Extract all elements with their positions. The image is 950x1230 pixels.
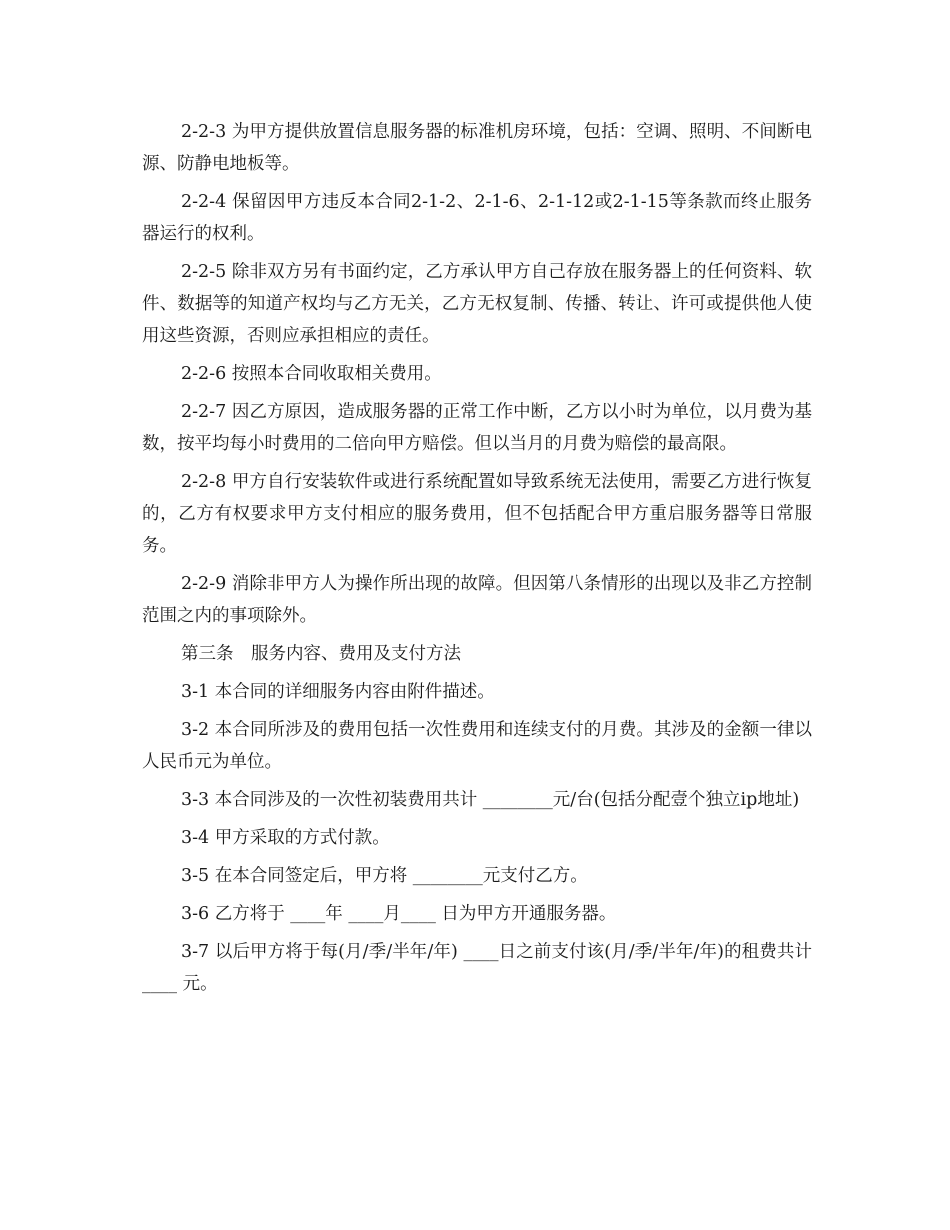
clause-2-2-8: 2-2-8 甲方自行安装软件或进行系统配置如导致系统无法使用，需要乙方进行恢复的，乙方有权要求甲方支付相应的服务费用，但不包括配合甲方重启服务器等日常服务。	[142, 472, 812, 556]
article-3-heading: 第三条 服务内容、费用及支付方法	[181, 644, 461, 664]
clause-2-2-6: 2-2-6 按照本合同收取相关费用。	[181, 364, 442, 384]
document-body	[142, 116, 812, 1006]
clause-3-1: 3-1 本合同的详细服务内容由附件描述。	[181, 682, 495, 702]
clause-3-4: 3-4 甲方采取的方式付款。	[181, 828, 390, 848]
clause-3-2: 3-2 本合同所涉及的费用包括一次性费用和连续支付的月费。其涉及的金额一律以人民币元为单位。	[142, 720, 812, 772]
clause-3-3: 3-3 本合同涉及的一次性初装费用共计 ________元/台(包括分配壹个独立ip地址)	[181, 790, 800, 810]
clause-2-2-5: 2-2-5 除非双方另有书面约定，乙方承认甲方自己存放在服务器上的任何资料、软件、数据等的知道产权均与乙方无关，乙方无权复制、传播、转让、许可或提供他人使用这些资源，否则应承担相应的责任。	[142, 262, 812, 346]
clause-2-2-7: 2-2-7 因乙方原因，造成服务器的正常工作中断，乙方以小时为单位，以月费为基数，按平均每小时费用的二倍向甲方赔偿。但以当月的月费为赔偿的最高限。	[142, 402, 812, 454]
clause-2-2-4: 2-2-4 保留因甲方违反本合同2-1-2、2-1-6、2-1-12或2-1-15等条款而终止服务器运行的权利。	[142, 192, 812, 244]
clause-3-5: 3-5 在本合同签定后，甲方将 ________元支付乙方。	[181, 866, 588, 886]
clause-3-7: 3-7 以后甲方将于每(月/季/半年/年) ____日之前支付该(月/季/半年/年)的租费共计____ 元。	[142, 942, 812, 994]
clause-2-2-9: 2-2-9 消除非甲方人为操作所出现的故障。但因第八条情形的出现以及非乙方控制范围之内的事项除外。	[142, 574, 812, 626]
clause-2-2-3: 2-2-3 为甲方提供放置信息服务器的标准机房环境，包括：空调、照明、不间断电源、防静电地板等。	[142, 122, 812, 174]
clause-3-6: 3-6 乙方将于 ____年 ____月____ 日为甲方开通服务器。	[181, 904, 617, 924]
